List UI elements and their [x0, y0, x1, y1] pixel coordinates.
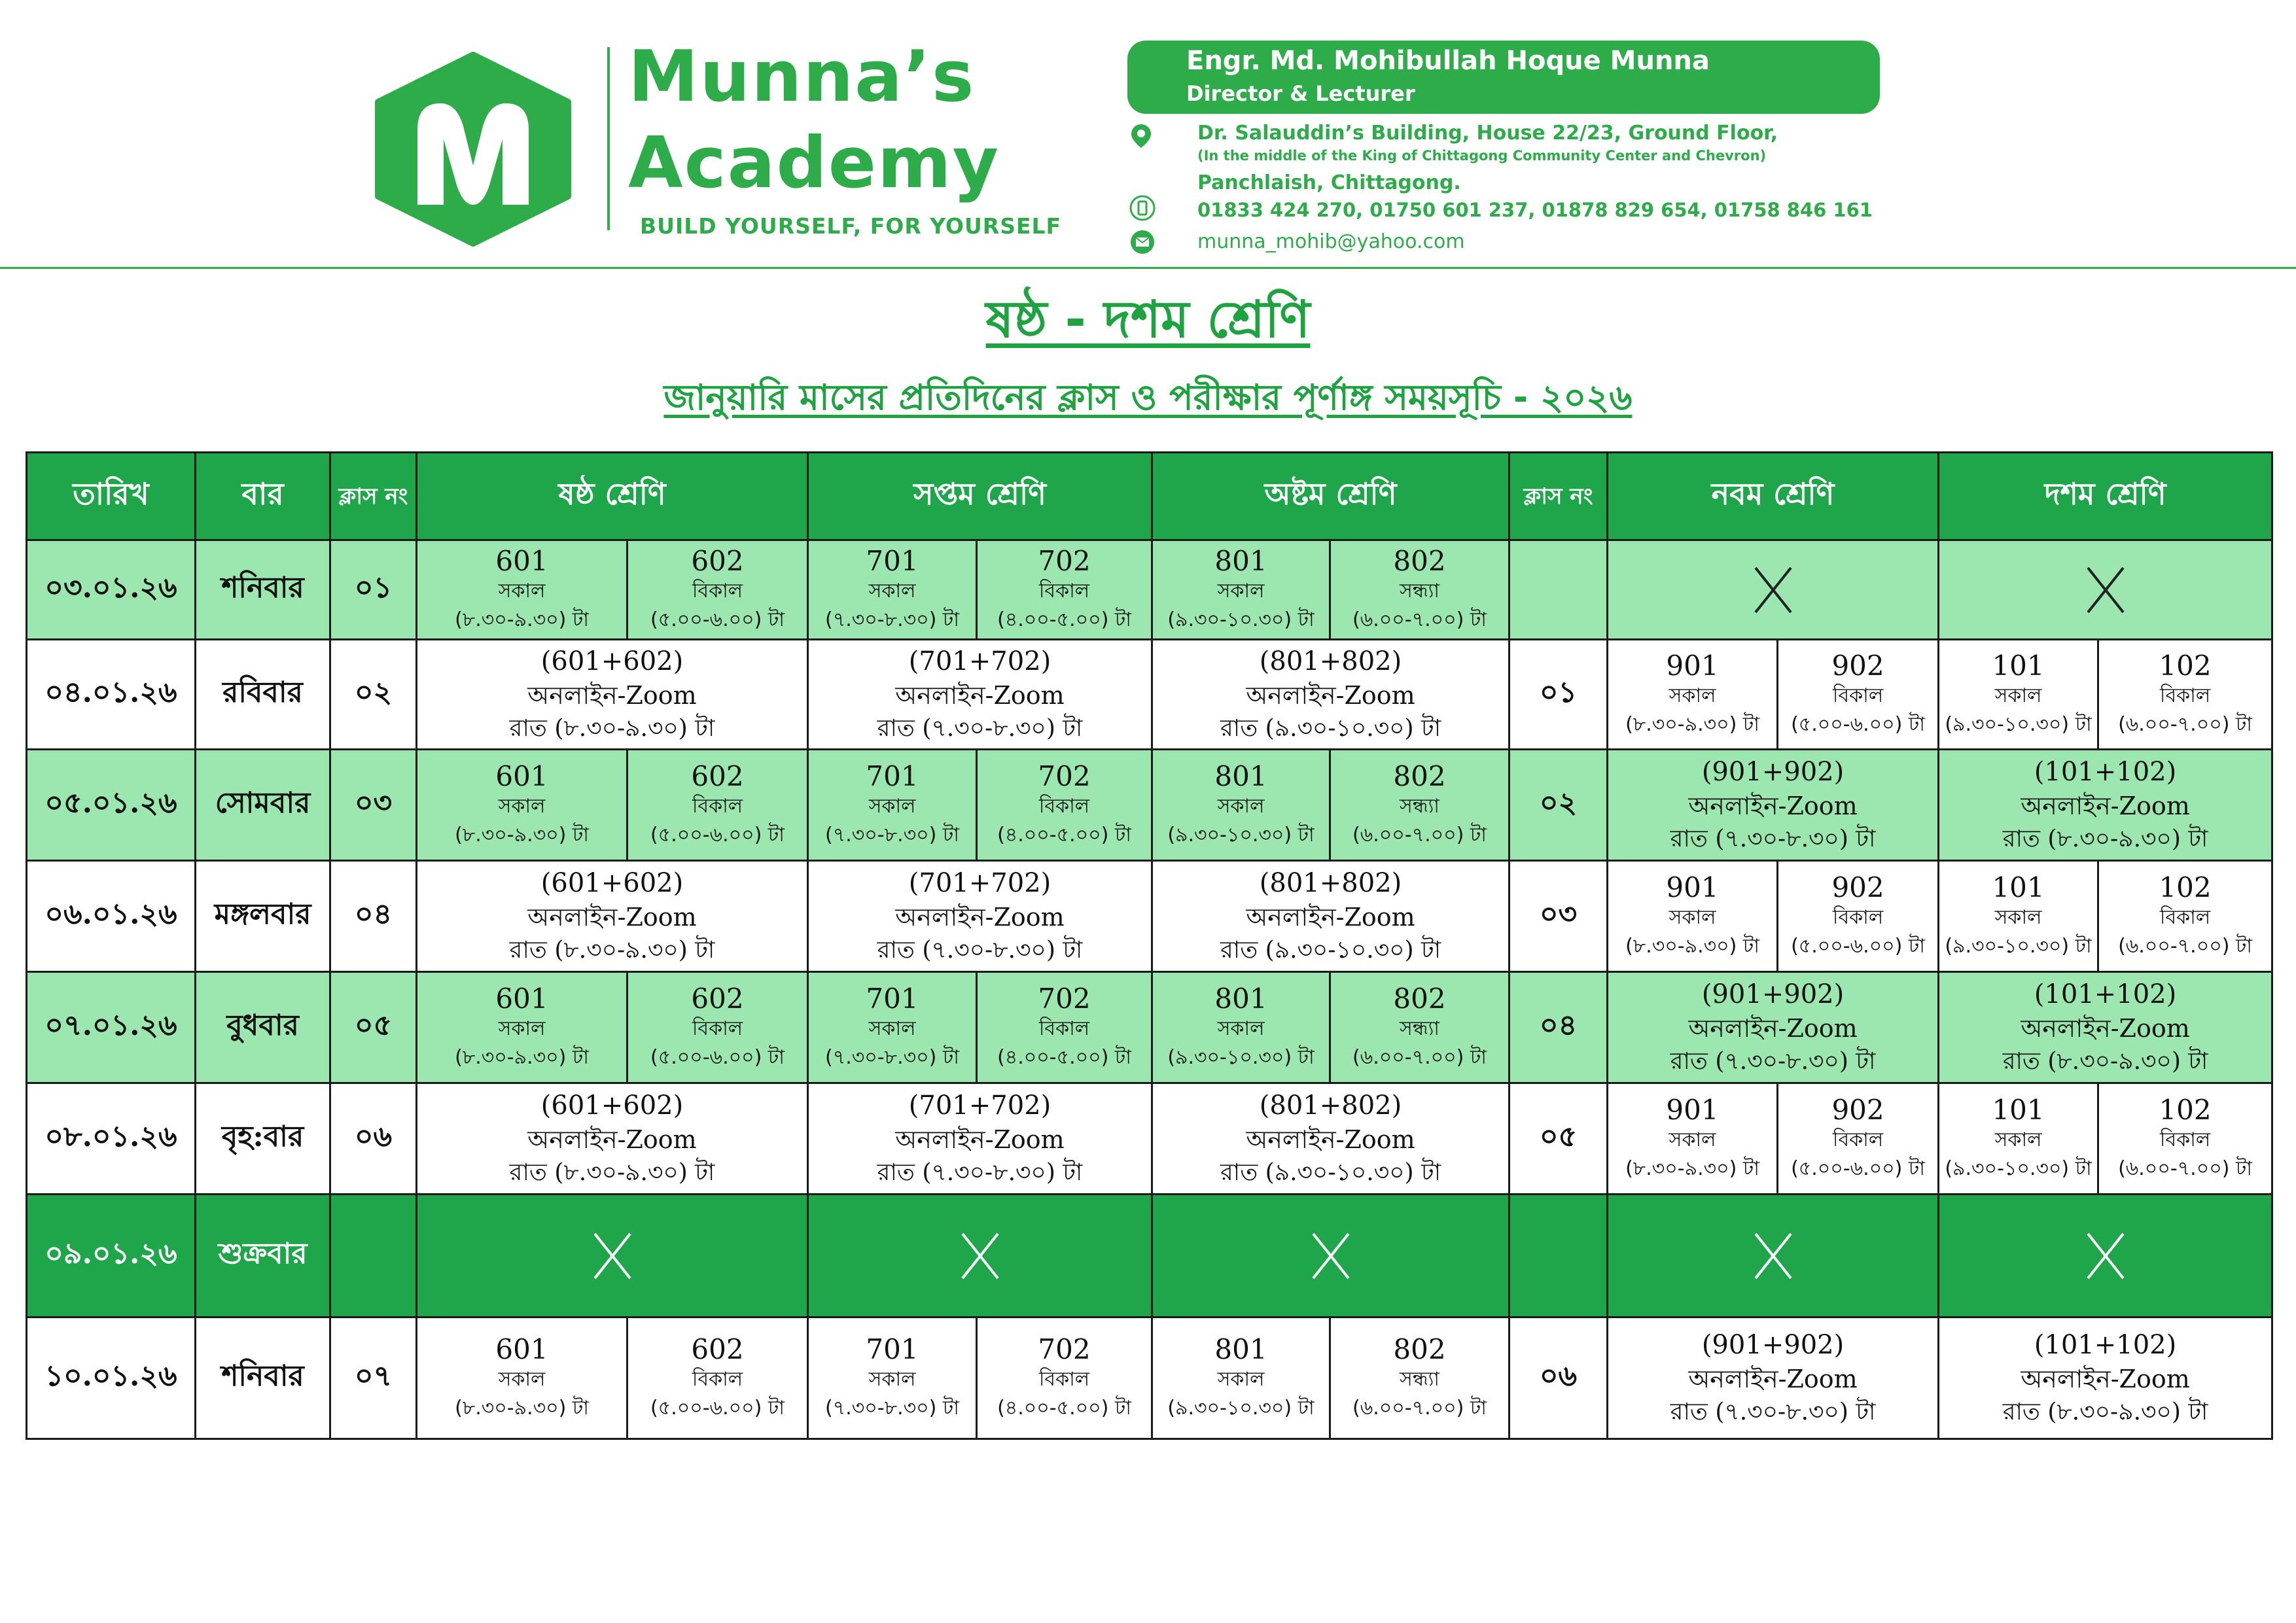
- section-code: 802: [1393, 982, 1446, 1015]
- date-cell: ০৮.০১.২৬: [27, 1083, 196, 1195]
- address-line3: Panchlaish, Chittagong.: [1197, 171, 1461, 194]
- date-cell: ০৬.০১.২৬: [27, 861, 196, 972]
- class-no-cell-2: ০৫: [1510, 1083, 1608, 1195]
- director-name: Engr. Md. Mohibullah Hoque Munna: [1186, 46, 1710, 76]
- class8-section-801: [1152, 1318, 1330, 1439]
- session-label: সকাল: [1994, 1128, 2042, 1151]
- cross-icon: [2084, 564, 2127, 616]
- combined-sections: (101+102): [2034, 979, 2177, 1009]
- class10-holiday: [1939, 1195, 2272, 1318]
- session-label: সন্ধ্যা: [1400, 794, 1439, 818]
- class6-section-601: [417, 540, 627, 640]
- class9-online: [1608, 1318, 1939, 1439]
- class10-section-102: [2098, 861, 2272, 972]
- session-label: সন্ধ্যা: [1400, 1367, 1439, 1391]
- section-code: 701: [866, 982, 919, 1015]
- class6-section-601: [417, 972, 627, 1083]
- session-label: সন্ধ্যা: [1400, 1017, 1439, 1040]
- col-header-class9: নবম শ্রেণি: [1608, 453, 1939, 540]
- section-code: 602: [691, 982, 744, 1015]
- brand-name-line1: Munna’s: [628, 36, 976, 118]
- night-time: রাত (৮.৩০-৯.৩০) টা: [509, 714, 715, 742]
- class9-online: [1608, 972, 1939, 1083]
- session-time: (৬.০০-৭.০০) টা: [1352, 823, 1487, 846]
- combined-sections: (801+802): [1259, 646, 1402, 676]
- session-time: (৯.৩০-১০.৩০) টা: [1945, 1157, 2092, 1180]
- class10-online: [1939, 972, 2272, 1083]
- session-time: (৫.০০-৬.০০) টা: [650, 823, 785, 846]
- header-rule: [0, 267, 2296, 269]
- class6-section-601: [417, 1318, 627, 1439]
- combined-sections: (601+602): [540, 646, 684, 676]
- class6-online: [417, 640, 808, 750]
- session-time: (৪.০০-৫.০০) টা: [997, 1045, 1131, 1069]
- class10-section-101: [1939, 640, 2098, 750]
- col-header-class-no-2: ক্লাস নং: [1510, 453, 1608, 540]
- combined-sections: (701+702): [908, 867, 1051, 898]
- night-time: রাত (৮.৩০-৯.৩০) টা: [2002, 825, 2208, 852]
- table-header-row: [27, 453, 2272, 540]
- day-cell: শনিবার: [196, 1318, 330, 1439]
- online-mode: অনলাইন-Zoom: [2021, 1013, 2190, 1043]
- class7-online: [808, 1083, 1152, 1195]
- section-code: 602: [691, 1333, 744, 1365]
- night-time: রাত (৮.৩০-৯.৩০) টা: [2002, 1398, 2208, 1425]
- class8-holiday: [1152, 1195, 1510, 1318]
- session-label: বিকাল: [692, 579, 743, 602]
- class9-section-901: [1608, 1083, 1778, 1195]
- online-mode: অনলাইন-Zoom: [1246, 1125, 1415, 1154]
- session-time: (৭.৩০-৮.৩০) টা: [825, 1045, 959, 1069]
- class7-online: [808, 640, 1152, 750]
- class10-section-101: [1939, 1083, 2098, 1195]
- night-time: রাত (৯.৩০-১০.৩০) টা: [1220, 714, 1441, 742]
- section-code: 802: [1393, 544, 1446, 577]
- section-code: 101: [1992, 871, 2045, 903]
- class-no-cell: ০৭: [330, 1318, 417, 1439]
- class6-section-602: [627, 750, 808, 861]
- section-code: 902: [1831, 871, 1884, 903]
- session-time: (৯.৩০-১০.৩০) টা: [1167, 823, 1315, 846]
- class10-section-101: [1939, 861, 2098, 972]
- session-label: সকাল: [1994, 684, 2042, 707]
- session-time: (৬.০০-৭.০০) টা: [1352, 1045, 1487, 1069]
- section-code: 602: [691, 544, 744, 577]
- class7-section-702: [977, 540, 1152, 640]
- session-time: (৫.০০-৬.০০) টা: [1791, 712, 1925, 736]
- date-cell: ০৭.০১.২৬: [27, 972, 196, 1083]
- section-code: 802: [1393, 1333, 1446, 1365]
- class-no-cell: ০৬: [330, 1083, 417, 1195]
- session-label: সকাল: [1994, 905, 2042, 929]
- session-label: বিকাল: [1038, 579, 1090, 602]
- section-code: 102: [2159, 1093, 2212, 1126]
- class8-section-801: [1152, 972, 1330, 1083]
- session-label: বিকাল: [1038, 1017, 1090, 1040]
- page-subtitle: জানুয়ারি মাসের প্রতিদিনের ক্লাস ও পরীক্ষার পূর্ণাঙ্গ সময়সূচি - ২০২৬: [663, 377, 1633, 418]
- class-no-cell-2: [1510, 1195, 1608, 1318]
- table-row: [27, 750, 2272, 861]
- section-code: 801: [1214, 544, 1267, 577]
- class10-section-102: [2098, 640, 2272, 750]
- day-cell: বৃহ:বার: [196, 1083, 330, 1195]
- class6-online: [417, 861, 808, 972]
- combined-sections: (601+602): [540, 1090, 684, 1121]
- session-time: (৮.৩০-৯.৩০) টা: [455, 1396, 589, 1420]
- session-time: (৮.৩০-৯.৩০) টা: [1625, 934, 1759, 958]
- session-label: বিকাল: [2159, 905, 2211, 929]
- class-no-cell: ০৫: [330, 972, 417, 1083]
- session-time: (৬.০০-৭.০০) টা: [1352, 1396, 1487, 1420]
- session-label: সকাল: [868, 579, 916, 602]
- location-pin-icon: [1128, 123, 1154, 149]
- day-cell: শুক্রবার: [196, 1195, 330, 1318]
- class-no-cell-2: ০৬: [1510, 1318, 1608, 1439]
- combined-sections: (101+102): [2034, 756, 2177, 787]
- night-time: রাত (৭.৩০-৮.৩০) টা: [877, 936, 1083, 964]
- night-time: রাত (৭.৩০-৮.৩০) টা: [877, 714, 1083, 742]
- day-cell: শনিবার: [196, 540, 330, 640]
- class10-online: [1939, 750, 2272, 861]
- online-mode: অনলাইন-Zoom: [895, 1125, 1065, 1154]
- session-label: বিকাল: [1832, 684, 1884, 707]
- section-code: 601: [495, 1333, 548, 1365]
- session-time: (৪.০০-৫.০০) টা: [997, 608, 1131, 631]
- date-cell: ০৪.০১.২৬: [27, 640, 196, 750]
- session-time: (৬.০০-৭.০০) টা: [2118, 934, 2252, 958]
- online-mode: অনলাইন-Zoom: [1246, 680, 1415, 710]
- cross-icon: [1752, 564, 1795, 616]
- online-mode: অনলাইন-Zoom: [527, 680, 697, 710]
- section-code: 801: [1214, 1333, 1267, 1365]
- table-row: [27, 1318, 2272, 1439]
- col-header-date: তারিখ: [27, 453, 196, 540]
- session-label: সকাল: [498, 1367, 546, 1391]
- date-cell: ০৩.০১.২৬: [27, 540, 196, 640]
- session-label: সকাল: [498, 794, 546, 818]
- header-divider: [607, 47, 610, 230]
- session-label: সকাল: [868, 794, 916, 818]
- session-time: (৬.০০-৭.০০) টা: [1352, 608, 1487, 631]
- section-code: 701: [866, 544, 919, 577]
- section-code: 101: [1992, 1093, 2045, 1126]
- online-mode: অনলাইন-Zoom: [527, 1125, 697, 1154]
- session-label: বিকাল: [692, 1017, 743, 1040]
- day-cell: বুধবার: [196, 972, 330, 1083]
- class9-no-class: [1608, 540, 1939, 640]
- night-time: রাত (৭.৩০-৮.৩০) টা: [1670, 825, 1876, 852]
- session-time: (৮.৩০-৯.৩০) টা: [455, 1045, 589, 1069]
- session-time: (৪.০০-৫.০০) টা: [997, 823, 1131, 846]
- section-code: 102: [2159, 649, 2212, 682]
- section-code: 901: [1666, 1093, 1719, 1126]
- class7-section-701: [808, 1318, 977, 1439]
- section-code: 102: [2159, 871, 2212, 903]
- session-label: সকাল: [1217, 1367, 1265, 1391]
- brand-tagline: BUILD YOURSELF, FOR YOURSELF: [640, 213, 1062, 239]
- class8-section-802: [1330, 1318, 1510, 1439]
- online-mode: অনলাইন-Zoom: [895, 902, 1065, 932]
- session-time: (৭.৩০-৮.৩০) টা: [825, 1396, 959, 1420]
- online-mode: অনলাইন-Zoom: [1688, 1364, 1858, 1393]
- section-code: 702: [1038, 759, 1091, 792]
- class-no-cell-2: ০৩: [1510, 861, 1608, 972]
- col-header-day: বার: [196, 453, 330, 540]
- address-line2: (In the middle of the King of Chittagong Community Center and Chevron): [1197, 148, 1767, 164]
- night-time: রাত (৭.৩০-৮.৩০) টা: [1670, 1398, 1876, 1425]
- class8-section-802: [1330, 750, 1510, 861]
- class6-section-602: [627, 972, 808, 1083]
- date-cell: ০৫.০১.২৬: [27, 750, 196, 861]
- class7-section-701: [808, 972, 977, 1083]
- night-time: রাত (৮.৩০-৯.৩০) টা: [509, 1159, 715, 1186]
- session-label: সকাল: [1669, 1128, 1716, 1151]
- class-no-cell: [330, 1195, 417, 1318]
- session-label: সকাল: [1217, 1017, 1265, 1040]
- session-label: বিকাল: [2159, 1128, 2211, 1151]
- session-label: সকাল: [1217, 794, 1265, 818]
- session-label: সকাল: [1217, 579, 1265, 602]
- class-no-cell-2: ০১: [1510, 640, 1608, 750]
- class-no-cell: ০৩: [330, 750, 417, 861]
- class7-section-702: [977, 1318, 1152, 1439]
- cross-icon: [2084, 1230, 2127, 1282]
- session-time: (৭.৩০-৮.৩০) টা: [825, 823, 959, 846]
- class-no-cell-2: ০২: [1510, 750, 1608, 861]
- col-header-class10: দশম শ্রেণি: [1939, 453, 2272, 540]
- session-time: (৯.৩০-১০.৩০) টা: [1167, 608, 1315, 631]
- table-row: [27, 640, 2272, 750]
- combined-sections: (601+602): [540, 867, 684, 898]
- night-time: রাত (৭.৩০-৮.৩০) টা: [1670, 1047, 1876, 1075]
- class-no-cell: ০২: [330, 640, 417, 750]
- session-label: সকাল: [498, 1017, 546, 1040]
- session-time: (৬.০০-৭.০০) টা: [2118, 1157, 2252, 1180]
- section-code: 101: [1992, 649, 2045, 682]
- section-code: 902: [1831, 649, 1884, 682]
- session-label: সকাল: [868, 1017, 916, 1040]
- session-time: (৬.০০-৭.০০) টা: [2118, 712, 2252, 736]
- col-header-class7: সপ্তম শ্রেণি: [808, 453, 1152, 540]
- session-time: (৯.৩০-১০.৩০) টা: [1167, 1396, 1315, 1420]
- table-row: [27, 1083, 2272, 1195]
- session-time: (৮.৩০-৯.৩০) টা: [455, 823, 589, 846]
- class10-no-class: [1939, 540, 2272, 640]
- director-role: Director & Lecturer: [1186, 81, 1415, 106]
- class8-section-801: [1152, 750, 1330, 861]
- combined-sections: (101+102): [2034, 1329, 2177, 1360]
- class-no-cell: ০১: [330, 540, 417, 640]
- section-code: 902: [1831, 1093, 1884, 1126]
- class8-online: [1152, 861, 1510, 972]
- phone-numbers: 01833 424 270, 01750 601 237, 01878 829 654, 01758 846 161: [1197, 199, 1873, 221]
- class7-section-701: [808, 750, 977, 861]
- class6-section-602: [627, 1318, 808, 1439]
- class7-online: [808, 861, 1152, 972]
- class9-section-901: [1608, 640, 1778, 750]
- session-label: বিকাল: [1038, 794, 1090, 818]
- class9-online: [1608, 750, 1939, 861]
- section-code: 602: [691, 759, 744, 792]
- section-code: 702: [1038, 982, 1091, 1015]
- table-row: [27, 1195, 2272, 1318]
- night-time: রাত (৯.৩০-১০.৩০) টা: [1220, 936, 1441, 964]
- brand-name-line2: Academy: [628, 122, 1000, 204]
- day-cell: রবিবার: [196, 640, 330, 750]
- session-time: (৪.০০-৫.০০) টা: [997, 1396, 1131, 1420]
- section-code: 701: [866, 1333, 919, 1365]
- night-time: রাত (৯.৩০-১০.৩০) টা: [1220, 1159, 1441, 1186]
- phone-icon: [1129, 195, 1156, 221]
- section-code: 801: [1214, 759, 1267, 792]
- online-mode: অনলাইন-Zoom: [527, 902, 697, 932]
- online-mode: অনলাইন-Zoom: [1688, 1013, 1858, 1043]
- class8-section-802: [1330, 972, 1510, 1083]
- class9-section-902: [1778, 640, 1939, 750]
- class9-section-902: [1778, 861, 1939, 972]
- session-label: বিকাল: [2159, 684, 2211, 707]
- session-label: সকাল: [868, 1367, 916, 1391]
- night-time: রাত (৮.৩০-৯.৩০) টা: [2002, 1047, 2208, 1075]
- col-header-class-no: ক্লাস নং: [330, 453, 417, 540]
- class6-section-601: [417, 750, 627, 861]
- class8-online: [1152, 1083, 1510, 1195]
- session-time: (৫.০০-৬.০০) টা: [650, 1045, 785, 1069]
- session-label: সকাল: [498, 579, 546, 602]
- day-cell: মঙ্গলবার: [196, 861, 330, 972]
- class6-online: [417, 1083, 808, 1195]
- email-address: munna_mohib@yahoo.com: [1197, 230, 1465, 253]
- session-time: (৫.০০-৬.০০) টা: [650, 608, 785, 631]
- section-code: 702: [1038, 1333, 1091, 1365]
- session-time: (৯.৩০-১০.৩০) টা: [1167, 1045, 1315, 1069]
- section-code: 701: [866, 759, 919, 792]
- class9-section-901: [1608, 861, 1778, 972]
- address-line1: Dr. Salauddin’s Building, House 22/23, Ground Floor,: [1197, 122, 1778, 145]
- cross-icon: [1752, 1230, 1795, 1282]
- table-row: [27, 540, 2272, 640]
- section-code: 601: [495, 982, 548, 1015]
- combined-sections: (701+702): [908, 646, 1051, 676]
- combined-sections: (801+802): [1259, 867, 1402, 898]
- combined-sections: (801+802): [1259, 1090, 1402, 1121]
- class8-online: [1152, 640, 1510, 750]
- online-mode: অনলাইন-Zoom: [1246, 902, 1415, 932]
- combined-sections: (901+902): [1701, 1329, 1845, 1360]
- session-label: বিকাল: [1038, 1367, 1090, 1391]
- schedule-table: [26, 451, 2273, 1440]
- director-banner: [1127, 41, 1880, 114]
- cross-icon: [591, 1230, 634, 1282]
- table-row: [27, 861, 2272, 972]
- session-time: (৮.৩০-৯.৩০) টা: [1625, 712, 1759, 736]
- class7-section-702: [977, 750, 1152, 861]
- class10-online: [1939, 1318, 2272, 1439]
- session-label: সকাল: [1669, 684, 1716, 707]
- table-row: [27, 972, 2272, 1083]
- session-time: (৮.৩০-৯.৩০) টা: [455, 608, 589, 631]
- section-code: 702: [1038, 544, 1091, 577]
- col-header-class8: অষ্টম শ্রেণি: [1152, 453, 1510, 540]
- section-code: 901: [1666, 871, 1719, 903]
- class-no-cell: ০৪: [330, 861, 417, 972]
- combined-sections: (901+902): [1701, 979, 1845, 1009]
- online-mode: অনলাইন-Zoom: [2021, 1364, 2190, 1393]
- class9-section-902: [1778, 1083, 1939, 1195]
- class10-section-102: [2098, 1083, 2272, 1195]
- session-label: বিকাল: [692, 794, 743, 818]
- session-label: সকাল: [1669, 905, 1716, 929]
- section-code: 901: [1666, 649, 1719, 682]
- class7-section-701: [808, 540, 977, 640]
- online-mode: অনলাইন-Zoom: [895, 680, 1065, 710]
- session-time: (৭.৩০-৮.৩০) টা: [825, 608, 959, 631]
- night-time: রাত (৮.৩০-৯.৩০) টা: [509, 936, 715, 964]
- class9-holiday: [1608, 1195, 1939, 1318]
- combined-sections: (701+702): [908, 1090, 1051, 1121]
- session-label: বিকাল: [1832, 1128, 1884, 1151]
- session-label: সন্ধ্যা: [1400, 579, 1439, 602]
- session-label: বিকাল: [692, 1367, 743, 1391]
- cross-icon: [1309, 1230, 1352, 1282]
- class-no-cell-2: [1510, 540, 1608, 640]
- session-time: (৫.০০-৬.০০) টা: [650, 1396, 785, 1420]
- class6-holiday: [417, 1195, 808, 1318]
- date-cell: ০৯.০১.২৬: [27, 1195, 196, 1318]
- section-code: 801: [1214, 982, 1267, 1015]
- class6-section-602: [627, 540, 808, 640]
- day-cell: সোমবার: [196, 750, 330, 861]
- session-label: বিকাল: [1832, 905, 1884, 929]
- session-time: (৫.০০-৬.০০) টা: [1791, 1157, 1925, 1180]
- class8-section-802: [1330, 540, 1510, 640]
- online-mode: অনলাইন-Zoom: [1688, 791, 1858, 820]
- class-no-cell-2: ০৪: [1510, 972, 1608, 1083]
- col-header-class6: ষষ্ঠ শ্রেণি: [417, 453, 808, 540]
- combined-sections: (901+902): [1701, 756, 1845, 787]
- email-icon: [1129, 229, 1156, 255]
- session-time: (৯.৩০-১০.৩০) টা: [1945, 934, 2092, 958]
- night-time: রাত (৭.৩০-৮.৩০) টা: [877, 1159, 1083, 1186]
- online-mode: অনলাইন-Zoom: [2021, 791, 2190, 820]
- class7-holiday: [808, 1195, 1152, 1318]
- class7-section-702: [977, 972, 1152, 1083]
- session-time: (৮.৩০-৯.৩০) টা: [1625, 1157, 1759, 1180]
- session-time: (৫.০০-৬.০০) টা: [1791, 934, 1925, 958]
- section-code: 802: [1393, 759, 1446, 792]
- section-code: 601: [495, 759, 548, 792]
- session-time: (৯.৩০-১০.৩০) টা: [1945, 712, 2092, 736]
- page-title: ষষ্ঠ - দশম শ্রেণি: [985, 290, 1311, 349]
- section-code: 601: [495, 544, 548, 577]
- academy-logo: [372, 51, 574, 247]
- cross-icon: [959, 1230, 1002, 1282]
- class8-section-801: [1152, 540, 1330, 640]
- date-cell: ১০.০১.২৬: [27, 1318, 196, 1439]
